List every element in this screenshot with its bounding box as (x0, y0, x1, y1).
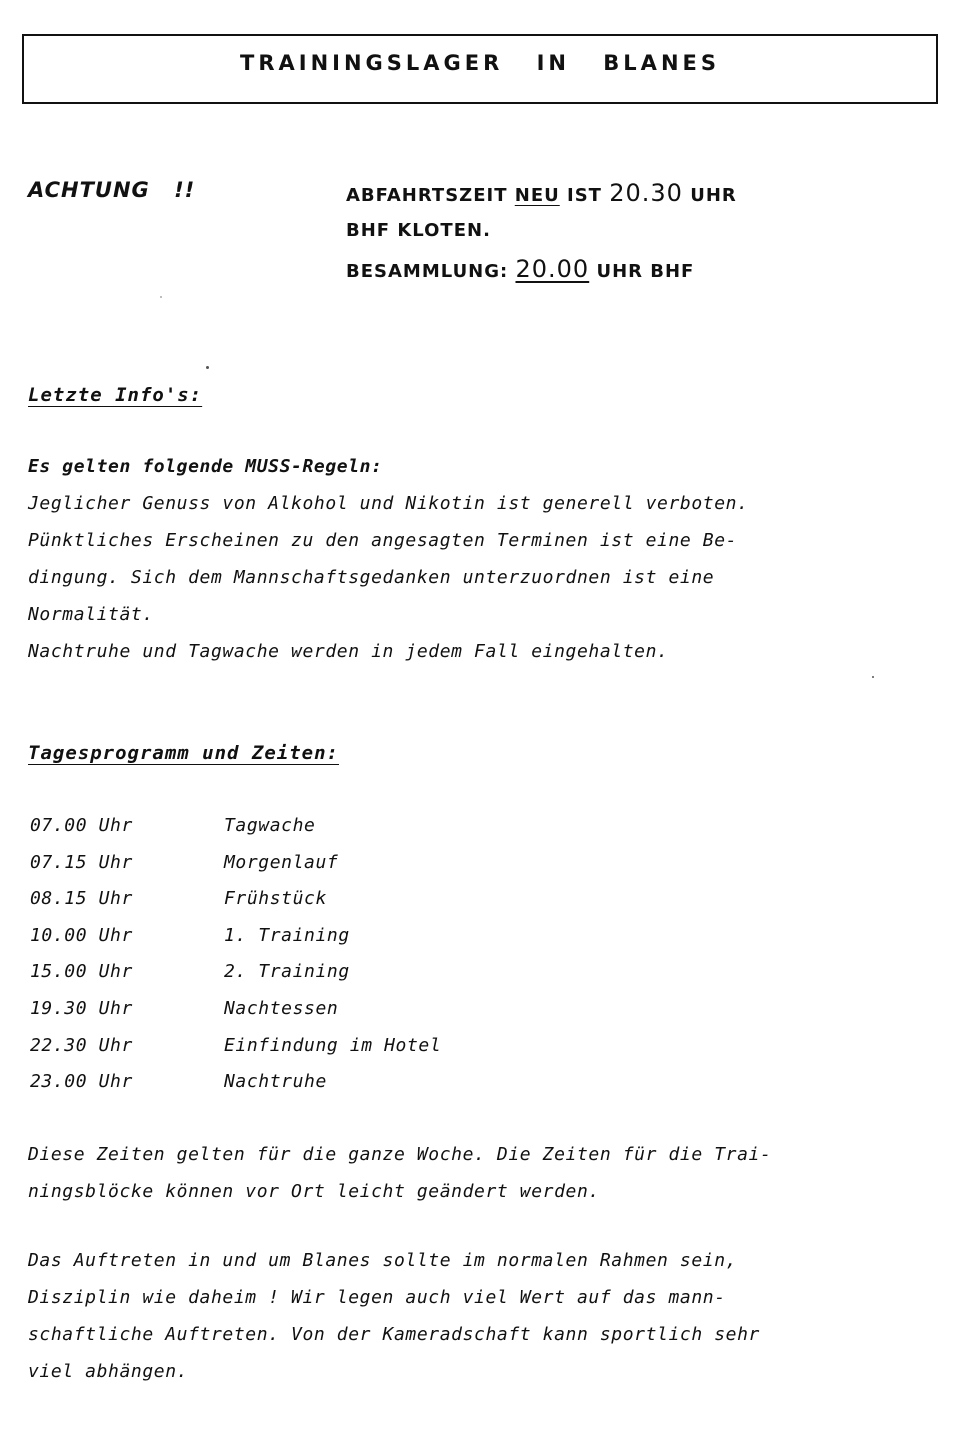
schedule-time: 22.30 Uhr (30, 1034, 133, 1056)
paragraph-line: ningsblöcke können vor Ort leicht geändert werden. (28, 1181, 600, 1202)
schedule-activity: Nachtessen (224, 997, 339, 1019)
schedule-row (30, 808, 441, 845)
weekly-note-paragraph (28, 1136, 928, 1210)
schedule-activity: 2. Training (224, 961, 350, 983)
schedule-time: 23.00 Uhr (30, 1071, 133, 1093)
assembly-line (346, 252, 737, 290)
schedule-activity: Nachtruhe (224, 1071, 327, 1093)
schedule-time: 10.00 Uhr (30, 924, 133, 946)
rules-paragraph (28, 448, 928, 670)
departure-time: 20.30 (609, 179, 683, 207)
scan-speck (206, 366, 209, 369)
schedule-activity: Morgenlauf (224, 851, 339, 873)
schedule-row (30, 1064, 441, 1101)
schedule-list (30, 808, 441, 1101)
schedule-time: 07.00 Uhr (30, 815, 133, 836)
paragraph-line: Disziplin wie daheim ! Wir legen auch viel Wert auf das mann- (28, 1287, 726, 1308)
departure-line (346, 176, 737, 214)
title-box (22, 34, 938, 104)
rules-heading: Es gelten folgende MUSS-Regeln: (28, 456, 383, 477)
schedule-row (30, 881, 441, 918)
schedule-time: 19.30 Uhr (30, 997, 133, 1019)
rule-line: Normalität. (28, 604, 154, 625)
paragraph-line: schaftliche Auftreten. Von der Kameradschaft kann sportlich sehr (28, 1324, 760, 1345)
schedule-time: 07.15 Uhr (30, 851, 133, 873)
assembly-place: UHR BHF (589, 261, 695, 282)
station-line: BHF KLOTEN. (346, 220, 491, 241)
paragraph-line: viel abhängen. (28, 1361, 189, 1382)
schedule-activity: 1. Training (224, 924, 350, 946)
schedule-activity: Einfindung im Hotel (224, 1034, 442, 1056)
schedule-row (30, 918, 441, 955)
schedule-row (30, 954, 441, 991)
rule-line: dingung. Sich dem Mannschaftsgedanken unterzuordnen ist eine (28, 567, 715, 588)
schedule-row (30, 1028, 441, 1065)
assembly-label: BESAMMLUNG: (346, 261, 516, 282)
departure-is: IST (559, 185, 610, 206)
conduct-paragraph (28, 1242, 928, 1390)
new-marker: NEU (514, 185, 560, 206)
departure-notice (346, 176, 737, 290)
document-title: TRAININGSLAGER IN BLANES (240, 51, 720, 75)
schedule-time: 08.15 Uhr (30, 888, 133, 910)
scan-speck (160, 296, 162, 298)
program-heading: Tagesprogramm und Zeiten: (28, 742, 339, 764)
paragraph-line: Das Auftreten in und um Blanes sollte im normalen Rahmen sein, (28, 1250, 738, 1271)
rule-line: Jeglicher Genuss von Alkohol und Nikotin ist generell verboten. (28, 493, 749, 514)
rule-line: Nachtruhe und Tagwache werden in jedem Fall eingehalten. (28, 641, 669, 662)
departure-label: ABFAHRTSZEIT (346, 185, 515, 206)
schedule-row (30, 991, 441, 1028)
assembly-time: 20.00 (515, 255, 590, 283)
departure-unit: UHR (682, 185, 737, 206)
rule-line: Pünktliches Erscheinen zu den angesagten Terminen ist eine Be- (28, 530, 738, 551)
schedule-time: 15.00 Uhr (30, 961, 133, 983)
attention-label: ACHTUNG !! (28, 178, 196, 202)
paragraph-line: Diese Zeiten gelten für die ganze Woche. Die Zeiten für die Trai- (28, 1144, 772, 1165)
schedule-activity: Tagwache (224, 815, 316, 836)
schedule-row (30, 845, 441, 882)
schedule-activity: Frühstück (224, 888, 327, 910)
info-heading: Letzte Info's: (28, 384, 203, 406)
scan-speck (872, 676, 874, 678)
